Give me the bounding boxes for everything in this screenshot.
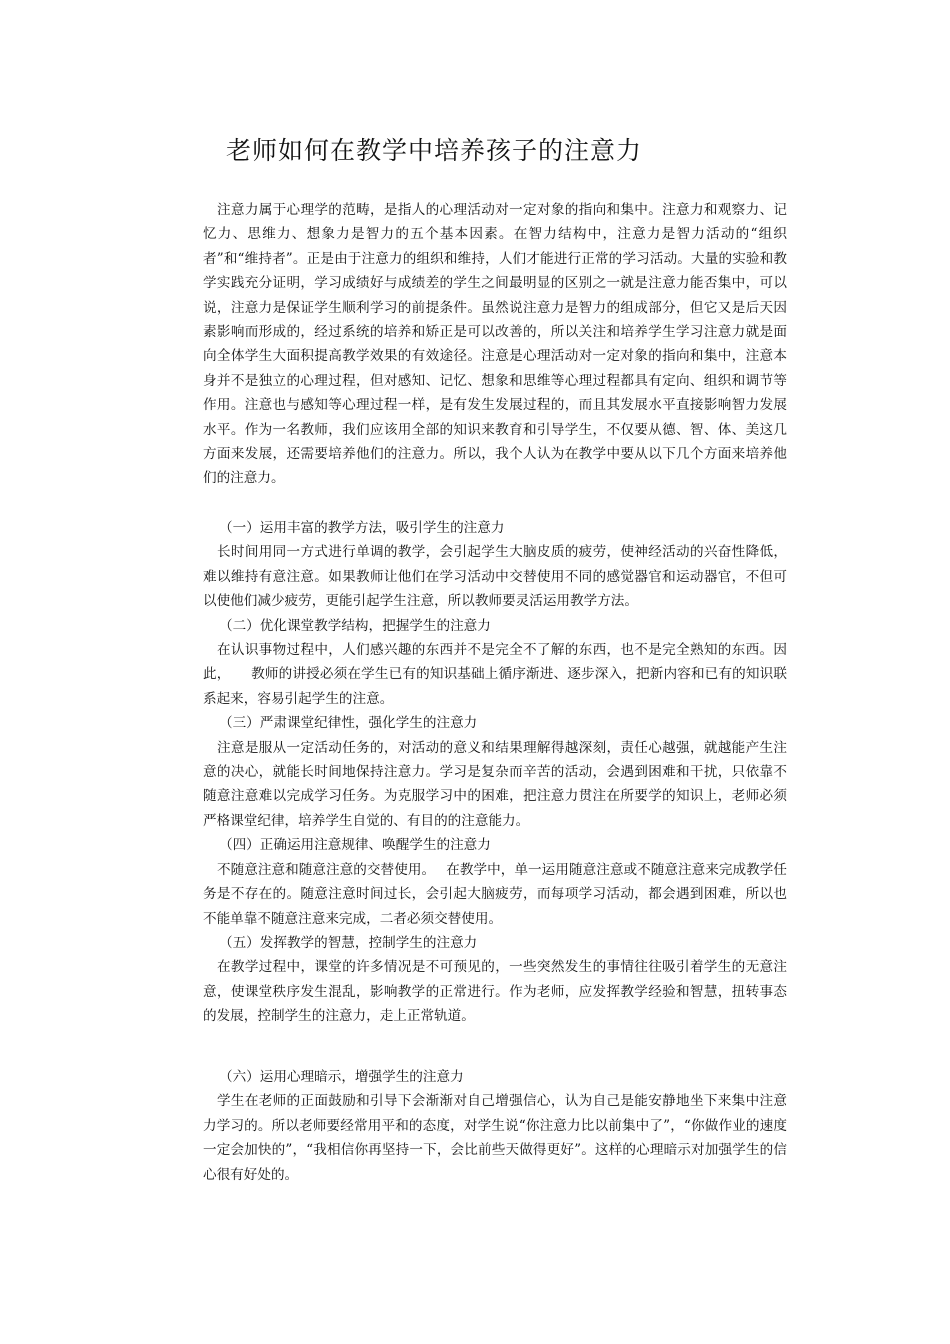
section-heading-2: （二）优化课堂教学结构，把握学生的注意力	[219, 617, 491, 634]
section-heading-6: （六）运用心理暗示，增强学生的注意力	[219, 1069, 464, 1085]
document-title: 老师如何在教学中培养孩子的注意力	[226, 136, 643, 165]
section-body-6: 学生在老师的正面鼓励和引导下会渐渐对自己增强信心，认为自己是能安静地坐下来集中注意力学习的。所以老师要经常用平和的态度，对学生说“你注意力比以前集中了”，“你做作业的速度一定会加快的”，“我相信你再坚持一下，会比前些天做得更好”。这样的心理暗示对加强学生的信心很有好处的。	[203, 1093, 787, 1183]
section-heading-1: （一）运用丰富的教学方法，吸引学生的注意力	[219, 520, 505, 536]
section-body-3: 注意是服从一定活动任务的，对活动的意义和结果理解得越深刻，责任心越强，就越能产生注意的决心，就能长时间地保持注意力。学习是复杂而辛苦的活动，会遇到困难和干扰，只依靠不随意注意难以完成学习任务。为克服学习中的困难，把注意力贯注在所要学的知识上，老师必须严格课堂纪律，培养学生自觉的、有目的的注意能力。	[203, 739, 787, 829]
section-heading-4: （四）正确运用注意规律、唤醒学生的注意力	[219, 837, 491, 854]
section-body-2: 在认识事物过程中，人们感兴趣的东西并不是完全不了解的东西，也不是完全熟知的东西。因此， 教师的讲授必须在学生已有的知识基础上循序渐进、逐步深入，把新内容和已有的知识联系起来，容易引起学生的注意。	[203, 642, 787, 707]
methods-section	[203, 516, 787, 1029]
section-heading-5: （五）发挥教学的智慧，控制学生的注意力	[219, 934, 478, 951]
section-body-1: 长时间用同一方式进行单调的教学，会引起学生大脑皮质的疲劳，使神经活动的兴奋性降低，难以维持有意注意。如果教师让他们在学习活动中交替使用不同的感觉器官和运动器官，不但可以使他们减少疲劳，更能引起学生注意，所以教师要灵活运用教学方法。	[203, 544, 787, 610]
intro-paragraph: 注意力属于心理学的范畴，是指人的心理活动对一定对象的指向和集中。注意力和观察力、记忆力、思维力、想象力是智力的五个基本因素。在智力结构中，注意力是智力活动的“组织者”和“维持者”。正是由于注意力的组织和维持，人们才能进行正常的学习活动。大量的实验和教学实践充分证明，学习成绩好与成绩差的学生之间最明显的区别之一就是注意力能否集中，可以说，注意力是保证学生顺利学习的前提条件。虽然说注意力是智力的组成部分，但它又是后天因素影响而形成的，经过系统的培养和矫正是可以改善的，所以关注和培养学生学习注意力就是面向全体学生大面积提高教学效果的有效途径。注意是心理活动对一定对象的指向和集中，注意本身并不是独立的心理过程，但对感知、记忆、想象和思维等心理过程都具有定向、组织和调节等作用。注意也与感知等心理过程一样，是有发生发展过程的，而且其发展水平直接影响智力发展水平。作为一名教师，我们应该用全部的知识来教育和引导学生，不仅要从德、智、体、美这几方面来发展，还需要培养他们的注意力。所以，我个人认为在教学中要从以下几个方面来培养他们的注意力。	[203, 202, 787, 487]
section-body-5: 在教学过程中，课堂的许多情况是不可预见的，一些突然发生的事情往往吸引着学生的无意注意，使课堂秩序发生混乱，影响教学的正常进行。作为老师，应发挥教学经验和智慧，扭转事态的发展，控制学生的注意力，走上正常轨道。	[203, 959, 787, 1025]
intro-section	[203, 198, 787, 491]
section-six	[203, 1065, 787, 1187]
section-body-4: 不随意注意和随意注意的交替使用。 在教学中，单一运用随意注意或不随意注意来完成教学任务是不存在的。随意注意时间过长，会引起大脑疲劳，而每项学习活动，都会遇到困难，所以也不能单靠不随意注意来完成，二者必须交替使用。	[203, 861, 787, 927]
section-heading-3: （三）严肃课堂纪律性，强化学生的注意力	[219, 715, 478, 732]
